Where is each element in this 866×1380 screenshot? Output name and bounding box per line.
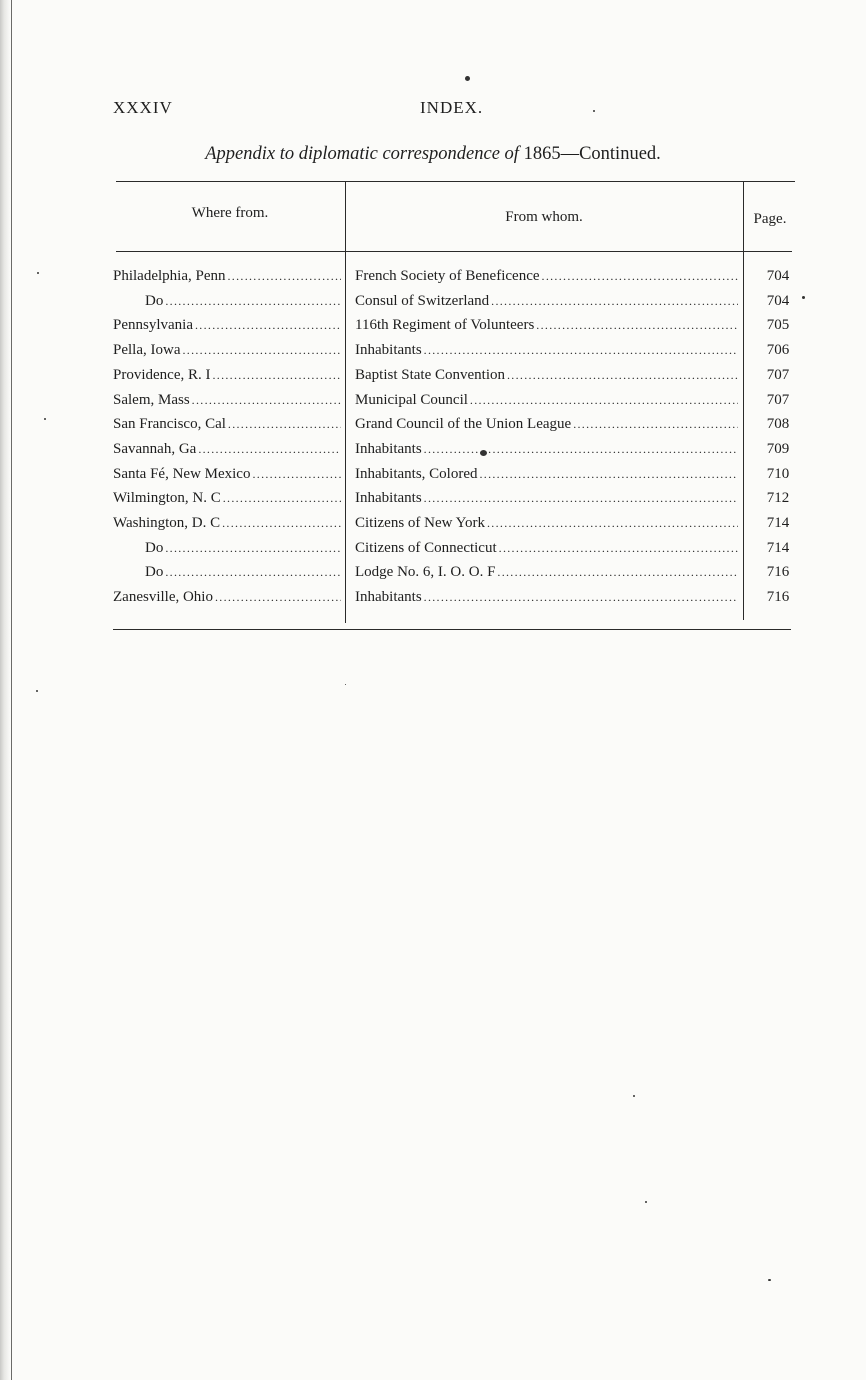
print-speck [645, 1201, 647, 1203]
dot-leader [424, 442, 738, 457]
dot-leader [424, 491, 738, 506]
where-text: Providence, R. I [113, 366, 211, 383]
dot-leader [228, 269, 342, 284]
where-text: Wilmington, N. C [113, 490, 221, 507]
dot-leader [223, 491, 341, 506]
table-bottom-rule [113, 629, 791, 630]
who-cell [355, 589, 738, 606]
dot-leader [542, 269, 738, 284]
where-cell [113, 466, 341, 483]
dot-leader [487, 516, 738, 531]
print-speck [345, 684, 346, 685]
where-cell [113, 367, 341, 384]
print-speck [465, 76, 470, 81]
dot-leader [470, 393, 738, 408]
dot-leader [491, 294, 738, 309]
page-cell: 707 [766, 391, 790, 408]
table-row [0, 367, 866, 391]
column-header-page: Page. [753, 211, 787, 227]
dot-leader [507, 368, 738, 383]
where-cell [145, 293, 341, 310]
dot-leader [198, 442, 341, 457]
dot-leader [479, 467, 738, 482]
page-cell: 704 [766, 268, 790, 284]
dot-leader [192, 393, 341, 408]
table-row [0, 515, 866, 539]
print-speck [633, 1095, 635, 1097]
page-cell: 709 [766, 440, 790, 457]
dot-leader [497, 565, 738, 580]
where-cell [113, 416, 341, 433]
who-text: Lodge No. 6, I. O. O. F [355, 564, 496, 581]
who-text: Inhabitants [355, 589, 422, 606]
column-header-who: From whom. [505, 209, 583, 225]
who-text: Inhabitants [355, 490, 422, 507]
table-row [0, 342, 866, 366]
where-text: Do [145, 564, 164, 581]
who-cell [355, 367, 738, 384]
where-text: San Francisco, Cal [113, 416, 226, 433]
page-cell: 712 [766, 490, 790, 507]
dot-leader [195, 318, 341, 333]
page-title: INDEX. [420, 98, 484, 117]
who-text: Consul of Switzerland [355, 292, 490, 309]
where-text: Salem, Mass [113, 391, 190, 408]
table-row [0, 441, 866, 465]
page-binding-edge [0, 0, 12, 1380]
page-cell: 705 [766, 317, 790, 334]
where-text: Do [145, 539, 164, 556]
who-cell [355, 342, 738, 359]
dot-leader [252, 467, 341, 482]
where-cell [113, 317, 341, 334]
who-text: French Society of Beneficence [355, 268, 540, 284]
who-cell [355, 515, 738, 532]
who-cell [355, 268, 738, 285]
where-cell [113, 515, 341, 532]
page-cell: 706 [766, 342, 790, 359]
page-number: XXXIV [113, 98, 173, 117]
who-cell [355, 317, 738, 334]
table-row [0, 589, 866, 613]
print-speck [768, 1279, 771, 1281]
who-text: Inhabitants, Colored [355, 465, 478, 482]
who-cell [355, 392, 738, 409]
where-text: Washington, D. C [113, 515, 221, 531]
dot-leader [536, 318, 738, 333]
table-caption [0, 144, 866, 165]
who-cell [355, 441, 738, 458]
dot-leader [165, 565, 341, 580]
print-speck [44, 418, 46, 420]
who-text: 116th Regiment of Volunteers [355, 317, 535, 334]
print-speck [37, 272, 39, 274]
table-row [0, 416, 866, 440]
where-cell [113, 392, 341, 409]
table-row [0, 466, 866, 490]
dot-leader [165, 294, 341, 309]
where-text: Pennsylvania [113, 317, 193, 334]
page-cell: 714 [766, 539, 790, 556]
who-text: Inhabitants [355, 342, 422, 359]
where-cell [113, 441, 341, 458]
dot-leader [424, 590, 738, 605]
caption-rest: 1865—Continued. [518, 144, 661, 164]
where-cell [113, 490, 341, 507]
where-cell [113, 268, 341, 285]
who-cell [355, 416, 738, 433]
dot-leader [182, 343, 341, 358]
where-cell [145, 540, 341, 557]
table-row [0, 540, 866, 564]
print-speck [480, 450, 487, 456]
dot-leader [222, 516, 341, 531]
dot-leader [573, 417, 738, 432]
header-bottom-rule [116, 251, 792, 252]
page-cell: 716 [766, 589, 790, 606]
who-cell [355, 540, 738, 557]
where-cell [113, 589, 341, 606]
who-cell [355, 564, 738, 581]
who-text: Citizens of New York [355, 515, 485, 531]
where-text: Santa Fé, New Mexico [113, 465, 251, 482]
column-header-where: Where from. [191, 205, 269, 221]
dot-leader [228, 417, 341, 432]
page-cell: 714 [766, 515, 790, 531]
table-row [0, 564, 866, 588]
who-text: Citizens of Connecticut [355, 539, 497, 556]
table-top-rule [116, 181, 795, 182]
page-cell: 708 [766, 416, 790, 433]
page-cell: 704 [766, 292, 790, 309]
print-speck [593, 110, 595, 112]
who-text: Baptist State Convention [355, 366, 505, 383]
dot-leader [215, 590, 341, 605]
page-cell: 707 [766, 366, 790, 383]
where-cell [145, 564, 341, 581]
print-speck [802, 296, 805, 299]
table-row [0, 490, 866, 514]
where-text: Pella, Iowa [113, 342, 181, 359]
who-text: Grand Council of the Union League [355, 416, 572, 433]
where-text: Savannah, Ga [113, 440, 197, 457]
dot-leader [165, 541, 341, 556]
dot-leader [212, 368, 341, 383]
table-row [0, 293, 866, 317]
who-cell [355, 466, 738, 483]
table-row [0, 392, 866, 416]
who-cell [355, 293, 738, 310]
caption-italic: Appendix to diplomatic correspondence of [205, 144, 519, 164]
where-text: Philadelphia, Penn [113, 268, 226, 284]
print-speck [36, 690, 38, 692]
dot-leader [424, 343, 738, 358]
where-text: Zanesville, Ohio [113, 589, 213, 606]
dot-leader [499, 541, 738, 556]
who-cell [355, 490, 738, 507]
page-cell: 710 [766, 465, 790, 482]
table-row [0, 268, 866, 292]
where-text: Do [145, 292, 164, 309]
who-text: Municipal Council [355, 391, 468, 408]
page-cell: 716 [766, 564, 790, 581]
table-row [0, 317, 866, 341]
who-text: Inhabitants [355, 440, 422, 457]
where-cell [113, 342, 341, 359]
